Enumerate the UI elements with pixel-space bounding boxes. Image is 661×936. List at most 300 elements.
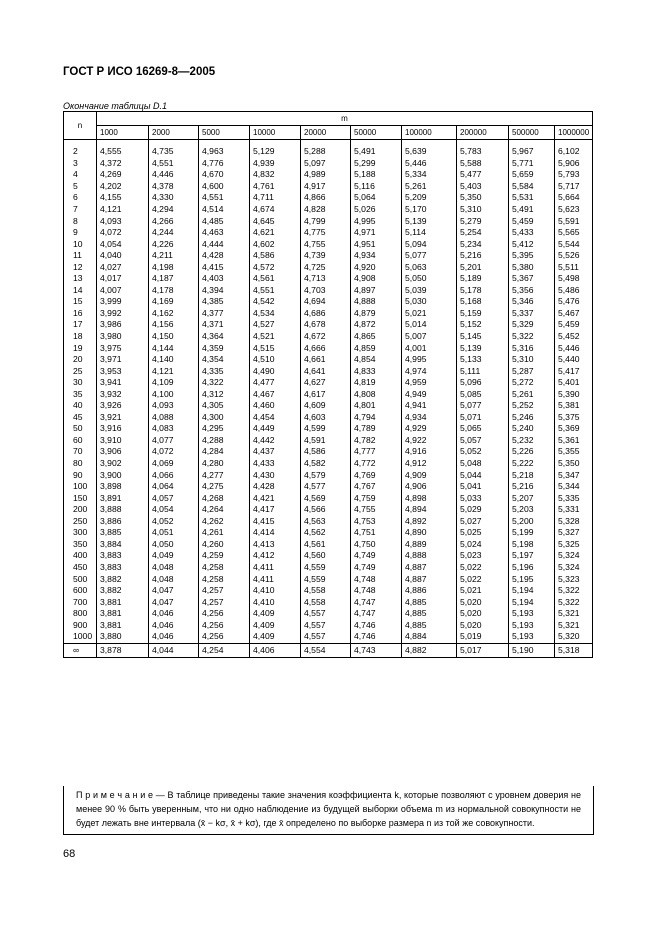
k-value-cell: 5,335 xyxy=(555,492,593,504)
table-row xyxy=(64,261,593,273)
k-value-cell: 4,371 xyxy=(199,319,250,331)
k-value-cell: 4,886 xyxy=(402,585,457,597)
k-value-cell: 4,394 xyxy=(199,285,250,297)
k-value-cell: 3,980 xyxy=(97,331,149,343)
k-value-cell: 5,329 xyxy=(509,319,555,331)
table-row xyxy=(64,481,593,493)
table-row xyxy=(64,492,593,504)
k-value-cell: 5,114 xyxy=(402,227,457,239)
k-value-cell: 4,602 xyxy=(250,238,301,250)
n-value-cell: 16 xyxy=(64,308,97,320)
k-value-cell: 5,085 xyxy=(457,388,509,400)
n-value-cell: 5 xyxy=(64,181,97,193)
k-value-cell: 5,369 xyxy=(555,423,593,435)
k-value-cell: 5,116 xyxy=(351,181,402,193)
k-value-cell: 5,200 xyxy=(509,516,555,528)
table-caption: Окончание таблицы D.1 xyxy=(63,101,167,111)
k-value-cell: 5,189 xyxy=(457,273,509,285)
k-value-cell: 4,767 xyxy=(351,481,402,493)
k-value-cell: 4,819 xyxy=(351,377,402,389)
m-column-header: m xyxy=(97,112,593,126)
n-value-cell: 250 xyxy=(64,516,97,528)
k-value-cell: 5,356 xyxy=(509,285,555,297)
k-value-cell: 4,577 xyxy=(301,481,351,493)
k-value-cell: 4,559 xyxy=(301,562,351,574)
k-value-cell: 5,111 xyxy=(457,365,509,377)
k-value-cell: 4,266 xyxy=(149,215,199,227)
k-value-cell: 5,337 xyxy=(509,308,555,320)
table-row xyxy=(64,562,593,574)
table-row xyxy=(64,400,593,412)
k-value-cell: 4,703 xyxy=(301,285,351,297)
k-value-cell: 5,196 xyxy=(509,562,555,574)
k-value-cell: 5,446 xyxy=(555,342,593,354)
k-value-cell: 4,882 xyxy=(402,643,457,657)
k-value-cell: 4,046 xyxy=(149,631,199,643)
k-value-cell: 4,268 xyxy=(199,492,250,504)
k-value-cell: 4,047 xyxy=(149,596,199,608)
k-value-cell: 4,889 xyxy=(402,539,457,551)
k-value-cell: 5,188 xyxy=(351,169,402,181)
k-value-cell: 5,168 xyxy=(457,296,509,308)
k-value-cell: 4,879 xyxy=(351,308,402,320)
k-value-cell: 4,052 xyxy=(149,516,199,528)
k-value-cell: 4,257 xyxy=(199,596,250,608)
k-value-cell: 4,725 xyxy=(301,261,351,273)
k-value-cell: 5,207 xyxy=(509,492,555,504)
k-value-cell: 5,026 xyxy=(351,204,402,216)
k-value-cell: 3,883 xyxy=(97,550,149,562)
k-value-cell: 4,561 xyxy=(250,273,301,285)
k-value-cell: 5,022 xyxy=(457,562,509,574)
k-value-cell: 3,878 xyxy=(97,643,149,657)
k-value-cell: 4,755 xyxy=(301,238,351,250)
k-value-cell: 5,014 xyxy=(402,319,457,331)
k-value-cell: 4,559 xyxy=(301,573,351,585)
k-value-cell: 5,071 xyxy=(457,412,509,424)
k-value-cell: 5,433 xyxy=(509,227,555,239)
k-value-cell: 5,197 xyxy=(509,550,555,562)
k-value-cell: 4,711 xyxy=(250,192,301,204)
k-value-cell: 3,886 xyxy=(97,516,149,528)
k-value-cell: 4,916 xyxy=(402,446,457,458)
k-value-cell: 4,963 xyxy=(199,140,250,158)
k-value-cell: 4,410 xyxy=(250,585,301,597)
page-number: 68 xyxy=(63,848,76,860)
k-value-cell: 4,433 xyxy=(250,458,301,470)
k-value-cell: 4,275 xyxy=(199,481,250,493)
n-value-cell: 500 xyxy=(64,573,97,585)
k-value-cell: 4,269 xyxy=(97,169,149,181)
table-row xyxy=(64,377,593,389)
k-value-cell: 4,908 xyxy=(351,273,402,285)
n-value-cell: 11 xyxy=(64,250,97,262)
k-value-cell: 4,121 xyxy=(149,365,199,377)
k-value-cell: 4,322 xyxy=(199,377,250,389)
k-value-cell: 4,069 xyxy=(149,458,199,470)
table-row xyxy=(64,619,593,631)
n-value-cell: 2 xyxy=(64,140,97,158)
k-value-cell: 5,591 xyxy=(555,215,593,227)
n-value-cell: 90 xyxy=(64,469,97,481)
k-value-cell: 4,909 xyxy=(402,469,457,481)
k-value-cell: 3,999 xyxy=(97,296,149,308)
k-value-cell: 4,558 xyxy=(301,596,351,608)
k-value-cell: 4,444 xyxy=(199,238,250,250)
k-value-cell: 5,452 xyxy=(555,331,593,343)
k-value-cell: 4,920 xyxy=(351,261,402,273)
n-value-cell: 50 xyxy=(64,423,97,435)
k-value-cell: 4,430 xyxy=(250,469,301,481)
k-value-cell: 5,491 xyxy=(351,140,402,158)
k-value-cell: 4,477 xyxy=(250,377,301,389)
k-value-cell: 4,666 xyxy=(301,342,351,354)
k-value-cell: 4,898 xyxy=(402,492,457,504)
n-value-cell: 6 xyxy=(64,192,97,204)
k-value-cell: 3,885 xyxy=(97,527,149,539)
k-value-cell: 5,063 xyxy=(402,261,457,273)
k-value-cell: 5,041 xyxy=(457,481,509,493)
k-value-cell: 4,694 xyxy=(301,296,351,308)
k-value-cell: 5,498 xyxy=(555,273,593,285)
k-value-cell: 4,828 xyxy=(301,204,351,216)
table-row xyxy=(64,516,593,528)
k-value-cell: 4,066 xyxy=(149,469,199,481)
k-value-cell: 5,024 xyxy=(457,539,509,551)
k-value-cell: 4,885 xyxy=(402,608,457,620)
k-value-cell: 4,872 xyxy=(351,319,402,331)
k-value-cell: 4,305 xyxy=(199,400,250,412)
k-value-cell: 4,088 xyxy=(149,412,199,424)
table-row xyxy=(64,446,593,458)
k-value-cell: 4,755 xyxy=(351,504,402,516)
k-value-cell: 5,216 xyxy=(509,481,555,493)
k-value-cell: 4,485 xyxy=(199,215,250,227)
k-value-cell: 4,586 xyxy=(250,250,301,262)
k-value-cell: 5,324 xyxy=(555,562,593,574)
k-value-cell: 4,782 xyxy=(351,435,402,447)
table-row xyxy=(64,527,593,539)
k-value-cell: 5,194 xyxy=(509,585,555,597)
k-value-cell: 5,019 xyxy=(457,631,509,643)
n-value-cell: 8 xyxy=(64,215,97,227)
k-value-cell: 4,748 xyxy=(351,585,402,597)
n-value-cell: 800 xyxy=(64,608,97,620)
k-value-cell: 4,254 xyxy=(199,643,250,657)
table-row xyxy=(64,158,593,170)
k-value-cell: 5,194 xyxy=(509,596,555,608)
k-value-cell: 4,295 xyxy=(199,423,250,435)
k-value-cell: 5,350 xyxy=(457,192,509,204)
k-value-cell: 4,335 xyxy=(199,365,250,377)
k-value-cell: 5,025 xyxy=(457,527,509,539)
k-value-cell: 4,428 xyxy=(250,481,301,493)
k-value-cell: 5,021 xyxy=(402,308,457,320)
k-value-cell: 4,995 xyxy=(402,354,457,366)
k-value-cell: 5,459 xyxy=(509,215,555,227)
k-value-cell: 5,412 xyxy=(509,238,555,250)
table-row xyxy=(64,215,593,227)
k-value-cell: 3,910 xyxy=(97,435,149,447)
n-value-cell: 3 xyxy=(64,158,97,170)
k-value-cell: 5,331 xyxy=(555,504,593,516)
n-value-cell: 40 xyxy=(64,400,97,412)
k-value-cell: 4,378 xyxy=(149,181,199,193)
k-value-cell: 4,989 xyxy=(301,169,351,181)
k-value-cell: 4,364 xyxy=(199,331,250,343)
k-value-cell: 5,287 xyxy=(509,365,555,377)
k-value-cell: 4,046 xyxy=(149,619,199,631)
table-row xyxy=(64,388,593,400)
k-value-cell: 4,951 xyxy=(351,238,402,250)
k-value-cell: 4,776 xyxy=(199,158,250,170)
k-value-cell: 4,413 xyxy=(250,539,301,551)
k-value-cell: 4,542 xyxy=(250,296,301,308)
k-value-cell: 5,201 xyxy=(457,261,509,273)
k-value-cell: 4,415 xyxy=(250,516,301,528)
n-value-cell: ∞ xyxy=(64,643,97,657)
table-row xyxy=(64,169,593,181)
k-value-cell: 5,325 xyxy=(555,539,593,551)
k-value-cell: 4,579 xyxy=(301,469,351,481)
k-value-cell: 4,178 xyxy=(149,285,199,297)
k-value-cell: 5,226 xyxy=(509,446,555,458)
k-value-cell: 4,410 xyxy=(250,596,301,608)
k-value-cell: 5,145 xyxy=(457,331,509,343)
k-value-cell: 4,514 xyxy=(199,204,250,216)
k-value-cell: 3,888 xyxy=(97,504,149,516)
k-value-cell: 4,047 xyxy=(149,585,199,597)
k-value-cell: 5,020 xyxy=(457,608,509,620)
k-value-cell: 5,588 xyxy=(457,158,509,170)
table-row xyxy=(64,250,593,262)
table-note: П р и м е ч а н и е — В таблице приведены такие значения коэффициента k, которые позволяют с уровнем доверия не менее 90 % быть уверенным, что ни одно наблюдение из будущей выборки объема m из нормальной совокупности не будет лежать вне интервала (x̄ − kσ, x̄ + kσ), где x̄ определено по выборке размера n из той же совокупности. xyxy=(63,786,594,835)
k-value-cell: 4,442 xyxy=(250,435,301,447)
k-value-cell: 3,900 xyxy=(97,469,149,481)
k-value-cell: 5,316 xyxy=(509,342,555,354)
k-value-cell: 4,560 xyxy=(301,550,351,562)
k-value-cell: 4,140 xyxy=(149,354,199,366)
k-value-cell: 4,521 xyxy=(250,331,301,343)
n-value-cell: 12 xyxy=(64,261,97,273)
k-value-cell: 4,884 xyxy=(402,631,457,643)
n-value-cell: 30 xyxy=(64,377,97,389)
k-value-cell: 4,515 xyxy=(250,342,301,354)
k-value-cell: 5,783 xyxy=(457,140,509,158)
k-value-cell: 4,865 xyxy=(351,331,402,343)
table-row xyxy=(64,435,593,447)
k-value-cell: 4,599 xyxy=(301,423,351,435)
k-value-cell: 5,401 xyxy=(555,377,593,389)
k-value-cell: 5,477 xyxy=(457,169,509,181)
k-value-cell: 5,065 xyxy=(457,423,509,435)
k-value-cell: 4,288 xyxy=(199,435,250,447)
k-value-cell: 4,258 xyxy=(199,562,250,574)
k-value-cell: 3,880 xyxy=(97,631,149,643)
k-value-cell: 3,975 xyxy=(97,342,149,354)
m-value-header: 50000 xyxy=(351,126,402,140)
k-value-cell: 5,193 xyxy=(509,608,555,620)
k-value-cell: 4,211 xyxy=(149,250,199,262)
k-value-cell: 5,152 xyxy=(457,319,509,331)
n-value-cell: 300 xyxy=(64,527,97,539)
k-value-cell: 5,381 xyxy=(555,400,593,412)
k-value-cell: 4,260 xyxy=(199,539,250,551)
k-value-cell: 4,562 xyxy=(301,527,351,539)
k-value-cell: 5,395 xyxy=(509,250,555,262)
k-value-cell: 4,645 xyxy=(250,215,301,227)
k-value-cell: 5,355 xyxy=(555,446,593,458)
n-value-cell: 1000 xyxy=(64,631,97,643)
k-value-cell: 5,052 xyxy=(457,446,509,458)
k-value-cell: 5,039 xyxy=(402,285,457,297)
k-value-cell: 4,411 xyxy=(250,573,301,585)
k-value-cell: 4,421 xyxy=(250,492,301,504)
k-value-cell: 5,486 xyxy=(555,285,593,297)
n-value-cell: 7 xyxy=(64,204,97,216)
k-value-cell: 5,664 xyxy=(555,192,593,204)
k-value-cell: 4,569 xyxy=(301,492,351,504)
k-value-cell: 4,554 xyxy=(301,643,351,657)
k-value-cell: 5,346 xyxy=(509,296,555,308)
k-value-cell: 5,064 xyxy=(351,192,402,204)
k-value-cell: 4,678 xyxy=(301,319,351,331)
n-value-cell: 14 xyxy=(64,285,97,297)
k-value-cell: 4,794 xyxy=(351,412,402,424)
k-value-cell: 3,906 xyxy=(97,446,149,458)
k-value-cell: 4,746 xyxy=(351,631,402,643)
m-value-header: 2000 xyxy=(149,126,199,140)
k-value-cell: 5,216 xyxy=(457,250,509,262)
k-value-cell: 5,234 xyxy=(457,238,509,250)
k-value-cell: 4,735 xyxy=(149,140,199,158)
k-value-cell: 3,921 xyxy=(97,412,149,424)
table-row xyxy=(64,227,593,239)
document-title: ГОСТ Р ИСО 16269-8—2005 xyxy=(63,66,216,78)
table-row xyxy=(64,285,593,297)
k-value-cell: 5,310 xyxy=(509,354,555,366)
k-value-cell: 4,761 xyxy=(250,181,301,193)
k-value-cell: 5,299 xyxy=(351,158,402,170)
table-row xyxy=(64,631,593,643)
k-value-cell: 5,246 xyxy=(509,412,555,424)
k-value-cell: 4,385 xyxy=(199,296,250,308)
n-value-cell: 25 xyxy=(64,365,97,377)
k-value-cell: 5,544 xyxy=(555,238,593,250)
k-value-cell: 5,022 xyxy=(457,573,509,585)
k-value-cell: 4,808 xyxy=(351,388,402,400)
table-row xyxy=(64,504,593,516)
k-value-cell: 5,793 xyxy=(555,169,593,181)
k-value-cell: 3,992 xyxy=(97,308,149,320)
k-value-cell: 4,929 xyxy=(402,423,457,435)
m-value-header: 1000 xyxy=(97,126,149,140)
k-value-cell: 4,772 xyxy=(351,458,402,470)
k-value-cell: 4,046 xyxy=(149,608,199,620)
k-value-cell: 4,672 xyxy=(301,331,351,343)
k-value-cell: 5,139 xyxy=(457,342,509,354)
k-value-cell: 4,409 xyxy=(250,619,301,631)
k-value-cell: 3,932 xyxy=(97,388,149,400)
k-value-cell: 5,906 xyxy=(555,158,593,170)
k-value-cell: 5,198 xyxy=(509,539,555,551)
k-value-cell: 5,203 xyxy=(509,504,555,516)
k-value-cell: 4,454 xyxy=(250,412,301,424)
n-value-cell: 900 xyxy=(64,619,97,631)
k-value-cell: 4,261 xyxy=(199,527,250,539)
k-value-cell: 4,557 xyxy=(301,631,351,643)
k-value-cell: 4,555 xyxy=(97,140,149,158)
n-value-cell: 45 xyxy=(64,412,97,424)
n-value-cell: 35 xyxy=(64,388,97,400)
m-values-row xyxy=(64,126,593,140)
k-value-cell: 5,639 xyxy=(402,140,457,158)
k-value-cell: 5,094 xyxy=(402,238,457,250)
k-value-cell: 4,463 xyxy=(199,227,250,239)
k-value-cell: 4,750 xyxy=(351,539,402,551)
m-value-header: 20000 xyxy=(301,126,351,140)
table-row xyxy=(64,643,593,657)
k-value-cell: 5,057 xyxy=(457,435,509,447)
k-value-cell: 4,557 xyxy=(301,608,351,620)
k-value-cell: 4,551 xyxy=(149,158,199,170)
k-value-cell: 4,746 xyxy=(351,619,402,631)
k-value-cell: 5,320 xyxy=(555,631,593,643)
k-value-cell: 4,109 xyxy=(149,377,199,389)
k-value-cell: 5,584 xyxy=(509,181,555,193)
k-value-cell: 5,195 xyxy=(509,573,555,585)
k-value-cell: 5,440 xyxy=(555,354,593,366)
n-value-cell: 15 xyxy=(64,296,97,308)
table-row xyxy=(64,365,593,377)
k-value-cell: 5,344 xyxy=(555,481,593,493)
k-value-cell: 5,190 xyxy=(509,643,555,657)
k-value-cell: 5,322 xyxy=(555,596,593,608)
table-row xyxy=(64,273,593,285)
k-value-cell: 3,926 xyxy=(97,400,149,412)
k-value-cell: 4,057 xyxy=(149,492,199,504)
n-value-cell: 200 xyxy=(64,504,97,516)
k-value-cell: 3,916 xyxy=(97,423,149,435)
k-value-cell: 5,328 xyxy=(555,516,593,528)
n-value-cell: 150 xyxy=(64,492,97,504)
n-value-cell: 450 xyxy=(64,562,97,574)
k-value-cell: 4,256 xyxy=(199,619,250,631)
k-value-cell: 5,511 xyxy=(555,261,593,273)
k-value-cell: 4,974 xyxy=(402,365,457,377)
k-value-cell: 4,048 xyxy=(149,562,199,574)
k-value-cell: 5,491 xyxy=(509,204,555,216)
k-value-cell: 4,866 xyxy=(301,192,351,204)
k-value-cell: 5,240 xyxy=(509,423,555,435)
k-value-cell: 3,971 xyxy=(97,354,149,366)
k-value-cell: 4,446 xyxy=(149,169,199,181)
table-row xyxy=(64,550,593,562)
k-value-cell: 4,284 xyxy=(199,446,250,458)
k-value-cell: 5,170 xyxy=(402,204,457,216)
k-value-cell: 4,077 xyxy=(149,435,199,447)
k-value-cell: 4,686 xyxy=(301,308,351,320)
k-value-cell: 5,129 xyxy=(250,140,301,158)
k-value-cell: 5,096 xyxy=(457,377,509,389)
k-value-cell: 5,021 xyxy=(457,585,509,597)
k-value-cell: 4,226 xyxy=(149,238,199,250)
k-value-cell: 4,563 xyxy=(301,516,351,528)
k-value-cell: 5,030 xyxy=(402,296,457,308)
k-value-cell: 4,093 xyxy=(97,215,149,227)
k-value-cell: 3,881 xyxy=(97,596,149,608)
k-value-cell: 3,881 xyxy=(97,619,149,631)
